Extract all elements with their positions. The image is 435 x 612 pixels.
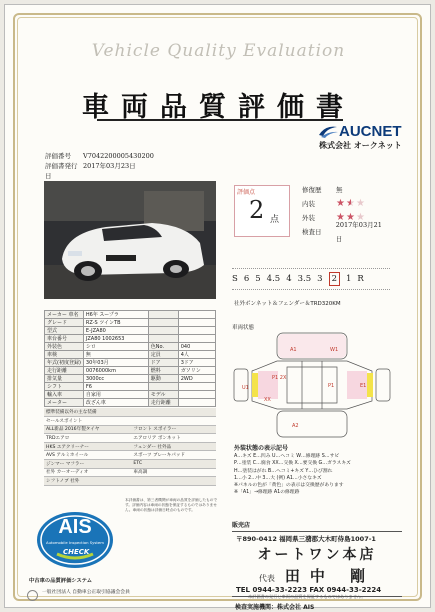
equipment-cell <box>131 417 216 426</box>
spec-row <box>45 399 216 407</box>
spec-row <box>45 327 216 335</box>
star-rating-icon: ★★★ <box>336 212 366 223</box>
spec-cell: シフト <box>45 383 84 391</box>
spec-cell <box>148 319 178 327</box>
scale-item: 6 <box>243 274 250 284</box>
legend-line: H…塗装はがれ B…ヘコミ+キズ Y…ひび割れ <box>234 468 333 474</box>
spec-row <box>45 367 216 375</box>
spec-cell: F6 <box>83 383 148 391</box>
spec-cell <box>148 383 178 391</box>
legend-line: A…キズ E…凹み U…ヘコミ W…修理跡 S…サビ <box>234 454 340 460</box>
rating-repair-history: 修復歴 無 <box>302 186 343 194</box>
equipment-row <box>44 442 216 451</box>
damage-mark: P1 <box>328 383 335 389</box>
diagram-title: 車両状態 <box>232 325 255 331</box>
spec-cell <box>148 327 178 335</box>
equipment-cell: セールスポイント <box>44 417 131 426</box>
spec-cell: 走行距離 <box>148 399 178 407</box>
spec-cell: ガソリン <box>178 367 215 375</box>
spec-cell: 走行距離 <box>45 367 84 375</box>
spec-cell: RZ-S ツインTB <box>83 319 148 327</box>
spec-cell: 年式(初度登録) <box>45 359 84 367</box>
spec-row <box>45 391 216 399</box>
equipment-cell: 社外 カーオーディオ <box>44 468 131 477</box>
equipment-cell: ALL新品 2016年製タイヤ <box>44 425 131 434</box>
equipment-cell: フェンダー 社外品 <box>131 442 216 451</box>
seller-block <box>232 520 402 597</box>
grade-scale <box>232 268 390 290</box>
seller-representative <box>236 565 398 586</box>
grade-unit: 点 <box>270 215 280 225</box>
equipment-header: 標準装備以外の主な装備 <box>44 408 216 417</box>
scale-item: 4.5 <box>266 274 281 284</box>
spec-row <box>45 351 216 359</box>
aucnet-brand-name: AUCNET <box>339 123 402 140</box>
scale-item: 5 <box>255 274 261 284</box>
equipment-row <box>44 451 216 460</box>
equipment-cell: フロント スポイラー <box>131 425 216 434</box>
vehicle-photo-image <box>44 181 216 299</box>
spec-cell: メーター <box>45 399 84 407</box>
ais-caption: 中古車の品質評価システム <box>29 578 93 584</box>
damage-mark: W1 <box>330 347 339 353</box>
spec-cell <box>178 399 215 407</box>
header-script: Vehicle Quality Evaluation <box>91 41 346 61</box>
damage-mark: E1 <box>360 383 367 389</box>
equipment-cell: HKS エアクリーナー <box>44 442 131 451</box>
damage-mark: XX <box>264 397 271 403</box>
spec-cell <box>178 335 215 343</box>
damage-mark: A1 <box>290 347 297 353</box>
spec-table <box>44 310 216 407</box>
spec-cell <box>178 383 215 391</box>
damage-mark: U1 <box>242 385 249 391</box>
scale-item: R <box>357 274 364 284</box>
spec-cell: 燃料 <box>148 367 178 375</box>
equipment-row <box>44 425 216 434</box>
spec-cell: E-JZA80 <box>83 327 148 335</box>
scale-item: 4 <box>286 274 292 284</box>
damage-mark: A2 <box>292 423 299 429</box>
association-name: 一般社団法人 自動車公正取引協議会会員 <box>42 590 130 595</box>
seller-shop-name: オートワン本店 <box>257 547 377 563</box>
seller-tel: TEL 0944-33-2223 FAX 0944-33-2224 <box>236 586 382 594</box>
association-seal-icon <box>27 590 38 601</box>
spec-cell: グレード <box>45 319 84 327</box>
legend-line: 1…小 2…中 3…大 (例) A1…小さなキズ <box>234 475 322 481</box>
spec-cell: 自家用 <box>83 391 148 399</box>
spec-cell: JZA80 1002653 <box>83 335 148 343</box>
ais-check: CHECK <box>63 548 90 556</box>
spec-cell: メーカー 車名 <box>45 311 84 319</box>
spec-row <box>45 343 216 351</box>
spec-row <box>45 319 216 327</box>
spec-cell: シロ <box>83 343 148 351</box>
spec-cell: 4人 <box>178 351 215 359</box>
damage-diagram <box>232 323 402 437</box>
spec-cell: 無 <box>83 351 148 359</box>
equipment-cell: ジンマー マフラー <box>44 460 131 469</box>
spec-cell: 30年03月 <box>83 359 148 367</box>
spec-cell: 型式 <box>45 327 84 335</box>
spec-row <box>45 375 216 383</box>
equipment-cell: ETC <box>131 460 216 469</box>
equipment-cell: シフトノブ 社外 <box>44 477 131 486</box>
rep-name: 田中 剛 <box>284 567 376 585</box>
vehicle-photo <box>44 181 216 299</box>
grade-value: 2 <box>249 196 265 224</box>
spec-cell <box>178 391 215 399</box>
association <box>27 590 137 601</box>
spec-cell: 色No. <box>148 343 178 351</box>
equipment-row <box>44 460 216 469</box>
spec-cell: H6年 スープラ <box>83 311 148 319</box>
legend-title: 外装状態の表示記号 <box>234 445 289 452</box>
spec-cell: モデル <box>148 391 178 399</box>
spec-cell: 2WD <box>178 375 215 383</box>
spec-cell: 0076000km <box>83 367 148 375</box>
spec-row <box>45 383 216 391</box>
star-rating-icon: ★★★ <box>336 198 366 209</box>
spec-cell: 車台番号 <box>45 335 84 343</box>
equipment-row <box>44 417 216 426</box>
equipment-cell: エアロリア ボンネット <box>131 434 216 443</box>
scale-item: 3.5 <box>297 274 312 284</box>
title-rule <box>97 119 343 121</box>
spec-cell: 3000cc <box>83 375 148 383</box>
equipment-cell: スポーツ ブレーキパッド <box>131 451 216 460</box>
page-title: 車両品質評価書 <box>82 92 355 123</box>
spec-cell: ドア <box>148 359 178 367</box>
extras-note: 社外ボンネット＆フェンダー＆TRD320KM <box>234 301 341 307</box>
rating-exterior: 外装 ★★★ <box>302 212 366 223</box>
scale-item: S <box>232 274 238 284</box>
spec-cell: 外装色 <box>45 343 84 351</box>
spec-cell: 排気量 <box>45 375 84 383</box>
spec-row <box>45 335 216 343</box>
ais-logo <box>35 510 115 572</box>
spec-row <box>45 359 216 367</box>
seller-title: 販売店 <box>232 522 251 529</box>
equipment-row <box>44 434 216 443</box>
seller-box <box>232 531 402 597</box>
disclaimer: 本評価書は、第三者機関が車両の品質を評価したものです。評価内容は車両の状態を保証するものではありません。車両の状態は評価日時点のものです。 <box>125 498 218 513</box>
legend-line: ※パネルの色が「黄色」の表示は交換歴があります <box>234 483 344 489</box>
scale-item: 1 <box>346 274 352 284</box>
spec-cell: 3ドア <box>178 359 215 367</box>
aucnet-swoosh-icon <box>317 123 339 139</box>
equipment-cell: 車高調 <box>131 468 216 477</box>
spec-cell: 040 <box>178 343 215 351</box>
meta-row: 評価番号 V7042200005430200 <box>45 152 154 160</box>
spec-cell <box>178 327 215 335</box>
spec-cell: 改ざん車 <box>83 399 148 407</box>
spec-cell <box>148 311 178 319</box>
spec-cell <box>148 335 178 343</box>
rating-interior: 内装 ★★★ <box>302 198 366 209</box>
footer-note: 本評価書の発行と車両の品質を保証するものではありません。 <box>248 594 366 599</box>
spec-row <box>45 311 216 319</box>
spec-cell: 駆動 <box>148 375 178 383</box>
aucnet-company: 株式会社 オークネット <box>319 141 402 150</box>
equipment-cell <box>131 477 216 486</box>
ais-text: AIS <box>58 516 92 538</box>
ais-subtitle: Automobile Inspection System <box>46 540 104 545</box>
inspection-org: 検査実施機関：株式会社 AIS <box>235 604 315 611</box>
rep-label: 代表 <box>258 574 275 583</box>
equipment-header-row <box>44 408 216 417</box>
grade-label: 評価点 <box>237 189 256 196</box>
spec-cell: 輸入車 <box>45 391 84 399</box>
grade-cell <box>234 185 290 237</box>
rating-inspection-date: 検査日 2017年03月21日 <box>302 221 382 243</box>
meta-row: 評価書発行日 2017年03月23日 <box>45 162 136 180</box>
spec-cell <box>178 319 215 327</box>
legend-line: ※「A1」→修理跡 A1の修理跡 <box>234 490 300 496</box>
scale-item: 3 <box>317 274 323 284</box>
spec-cell <box>178 311 215 319</box>
car-outline-icon <box>232 331 402 439</box>
spec-cell: 車検 <box>45 351 84 359</box>
spec-cell: 定員 <box>148 351 178 359</box>
equipment-row <box>44 477 216 486</box>
equipment-cell: AVS アルミホイール <box>44 451 131 460</box>
legend-line: P…塗装 C…腐食 XX…交換 X…要交換 G…ガラスキズ <box>234 461 351 467</box>
equipment-row <box>44 468 216 477</box>
scale-item: 2 <box>329 272 340 286</box>
legend <box>234 445 404 496</box>
equipment-table <box>44 408 216 486</box>
equipment-cell: TRDエアロ <box>44 434 131 443</box>
legend-lines <box>234 453 404 496</box>
ratings <box>302 183 388 243</box>
seller-address: 〒890-0412 福岡県三潴郡大木町侍島1007-1 <box>236 535 376 543</box>
evaluation-sheet <box>4 4 431 611</box>
grade-panel <box>232 181 388 251</box>
damage-mark: P1 2X <box>272 375 287 381</box>
